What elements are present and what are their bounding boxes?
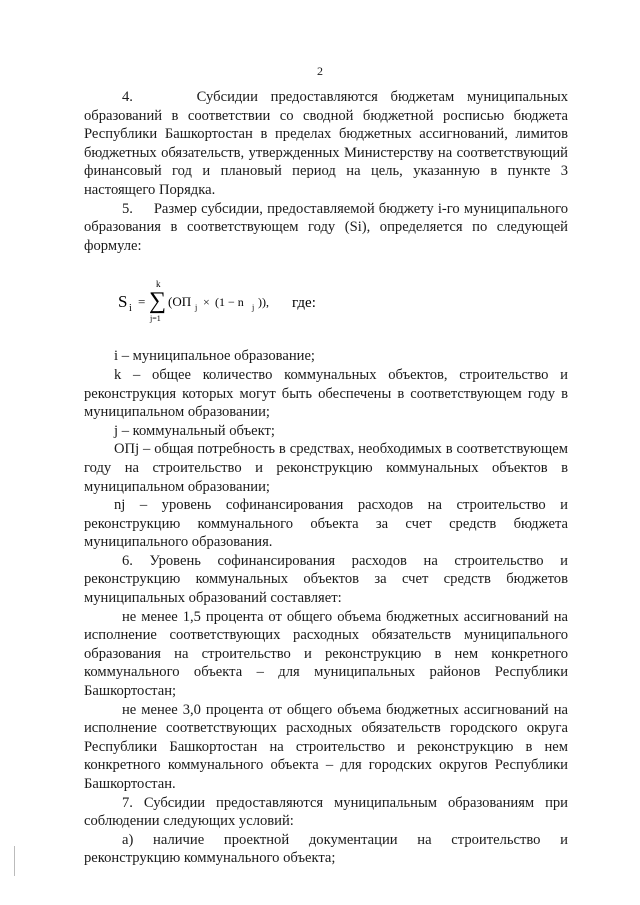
paragraph-7a: а) наличие проектной документации на строительство и реконструкцию коммунального объекта; xyxy=(84,831,568,867)
paragraph-5: 5. Размер субсидии, предоставляемой бюджету i-го муниципального образования в соответствующем году (Si), определяется по следующей формуле: xyxy=(84,200,568,254)
formula-close: )), xyxy=(258,295,269,310)
formula-body-sub: j xyxy=(195,303,198,313)
formula-where: где: xyxy=(292,295,316,312)
formula-lhs: S xyxy=(118,292,128,312)
formula-paren: (1 − n xyxy=(215,295,244,310)
document-body xyxy=(84,88,568,868)
scan-edge-mark xyxy=(14,846,15,876)
subsidy-formula xyxy=(112,277,568,323)
definition-i: i – муниципальное образование; xyxy=(114,348,315,365)
definition-op: ОПj – общая потребность в средствах, необходимых в соответствующем году на строительство и реконструкцию коммунальных объектов в муниципальном образовании; xyxy=(84,441,568,495)
formula-body: (ОП xyxy=(168,294,192,310)
formula-eq: = xyxy=(138,294,146,310)
formula-times: × xyxy=(203,295,210,310)
formula-sum-bottom: j=1 xyxy=(150,314,161,324)
formula-graphic xyxy=(112,277,372,323)
definition-j: j – коммунальный объект; xyxy=(114,422,275,439)
formula-paren-sub: j xyxy=(252,303,255,313)
definition-n: nj – уровень софинансирования расходов на строительство и реконструкцию коммунального объекта за счет средств бюджета муниципального образования. xyxy=(84,497,568,551)
formula-sigma: ∑ xyxy=(149,288,167,315)
paragraph-7: 7. Субсидии предоставляются муниципальным образованиям при соблюдении следующих условий: xyxy=(84,794,568,830)
definition-k: k – общее количество коммунальных объектов, строительство и реконструкция которых могут быть обеспечены в соответствующем году в муниципальном образовании; xyxy=(84,366,568,421)
formula-lhs-sub: i xyxy=(129,303,132,315)
paragraph-6-districts: не менее 1,5 процента от общего объема бюджетных ассигнований на исполнение соответствующих расходных обязательств муниципального образования на строительство и реконструкцию в нем конкретного коммунального объекта – для муниципальных районов Республики Башкортостан; xyxy=(84,608,568,700)
paragraph-4: 4. Субсидии предоставляются бюджетам муниципальных образований в соответствии со сводной бюджетной росписью бюджета Республики Башкортостан в пределах бюджетных ассигнований, лимитов бюджетных обязательств, утвержденных Министерству на соответствующий финансовый год и плановый период на цель, указанную в пункте 3 настоящего Порядка. xyxy=(84,89,568,198)
paragraph-6: 6. Уровень софинансирования расходов на строительство и реконструкцию коммунальных объектов за счет средств бюджетов муниципальных образований составляет: xyxy=(84,552,568,607)
formula-sum-top: k xyxy=(156,279,161,290)
page-number: 2 xyxy=(317,64,323,78)
paragraph-6-city-districts: не менее 3,0 процента от общего объема бюджетных ассигнований на исполнение соответствующих расходных обязательств городского округа Республики Башкортостан на строительство и реконструкцию в нем конкретного коммунального объекта – для городских округов Республики Башкортостан. xyxy=(84,701,568,792)
